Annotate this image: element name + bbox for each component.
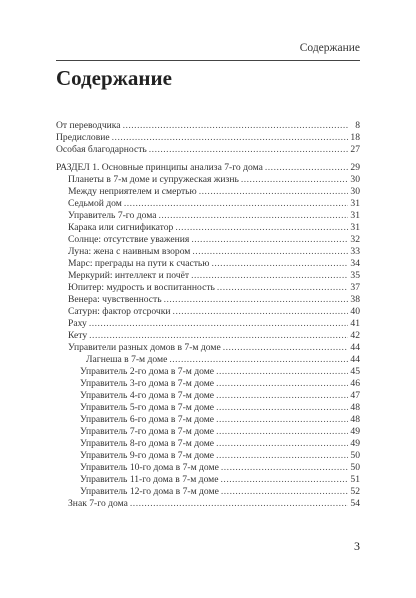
page-title: Содержание <box>56 66 172 90</box>
toc-entry-page: 34 <box>350 258 360 269</box>
toc-entry-title: Кету <box>68 330 88 341</box>
toc-entry-page: 49 <box>350 426 360 437</box>
toc-entry-title: Меркурий: интеллект и почёт <box>68 270 190 281</box>
dot-leader <box>169 354 348 366</box>
toc-entry-title: От переводчика <box>56 120 121 131</box>
dot-leader <box>89 318 348 330</box>
toc-entry-title: Управители разных домов в 7-м доме <box>68 342 221 353</box>
toc-entry-title: Управитель 7-го дома <box>68 210 157 221</box>
toc-entry-page: 18 <box>350 132 360 143</box>
toc-entry-page: 31 <box>350 198 360 209</box>
header-rule <box>56 60 360 61</box>
toc-entry-page: 31 <box>350 210 360 221</box>
dot-leader <box>175 222 348 234</box>
toc-entry-page: 44 <box>350 342 360 353</box>
toc-entry-page: 52 <box>350 486 360 497</box>
toc-entry-page: 30 <box>350 186 360 197</box>
toc-entry[interactable] <box>56 342 360 354</box>
toc-entry-title: Между неприятелем и смертью <box>68 186 197 197</box>
toc-entry[interactable] <box>56 222 360 234</box>
toc-entry-title: Управитель 4-го дома в 7-м доме <box>80 390 215 401</box>
toc-entry-page: 46 <box>350 378 360 389</box>
toc-entry-title: Управитель 5-го дома в 7-м доме <box>80 402 215 413</box>
toc-entry-title: Раху <box>68 318 87 329</box>
dot-leader <box>221 462 348 474</box>
toc-entry[interactable] <box>56 186 360 198</box>
toc-entry[interactable] <box>56 438 360 450</box>
toc-entry[interactable] <box>56 234 360 246</box>
toc-entry-title: Управитель 10-го дома в 7-м доме <box>80 462 219 473</box>
toc-entry[interactable] <box>56 246 360 258</box>
table-of-contents <box>56 120 360 510</box>
toc-entry-title: Планеты в 7-м доме и супружеская жизнь <box>68 174 239 185</box>
page-number: 3 <box>354 539 360 553</box>
dot-leader <box>216 390 348 402</box>
dot-leader <box>216 366 348 378</box>
dot-leader <box>149 144 348 156</box>
toc-entry-title: Карака или сигнификатор <box>68 222 174 233</box>
toc-entry[interactable] <box>56 486 360 498</box>
toc-entry-page: 29 <box>350 162 360 173</box>
toc-entry-title: Управитель 11-го дома в 7-м доме <box>80 474 219 485</box>
toc-entry[interactable] <box>56 366 360 378</box>
toc-entry-title: Седьмой дом <box>68 198 122 209</box>
toc-entry[interactable] <box>56 390 360 402</box>
toc-entry-title: Марс: преграды на пути к счастью <box>68 258 210 269</box>
dot-leader <box>158 210 348 222</box>
toc-entry-page: 45 <box>350 366 360 377</box>
running-head: Содержание <box>299 42 360 54</box>
toc-entry-title: Предисловие <box>56 132 110 143</box>
dot-leader <box>164 294 348 306</box>
toc-entry-page: 37 <box>350 282 360 293</box>
toc-entry-page: 49 <box>350 438 360 449</box>
toc-entry-title: Особая благодарность <box>56 144 147 155</box>
toc-entry[interactable] <box>56 162 360 174</box>
toc-entry-page: 32 <box>350 234 360 245</box>
toc-entry-title: Сатурн: фактор отсрочки <box>68 306 171 317</box>
dot-leader <box>191 234 348 246</box>
toc-entry-title: Управитель 6-го дома в 7-м доме <box>80 414 215 425</box>
toc-entry-page: 31 <box>350 222 360 233</box>
toc-entry-page: 41 <box>350 318 360 329</box>
dot-leader <box>216 378 348 390</box>
dot-leader <box>216 414 348 426</box>
toc-entry-title: РАЗДЕЛ 1. Основные принципы анализа 7-го дома <box>56 162 263 173</box>
dot-leader <box>221 486 348 498</box>
toc-entry[interactable] <box>56 378 360 390</box>
dot-leader <box>211 258 348 270</box>
toc-entry-page: 8 <box>355 120 360 131</box>
toc-entry-page: 48 <box>350 402 360 413</box>
dot-leader <box>173 306 348 318</box>
toc-entry[interactable] <box>56 450 360 462</box>
dot-leader <box>217 282 348 294</box>
toc-entry[interactable] <box>56 414 360 426</box>
toc-entry-page: 38 <box>350 294 360 305</box>
dot-leader <box>123 120 348 132</box>
dot-leader <box>216 450 348 462</box>
dot-leader <box>191 270 348 282</box>
toc-entry-page: 47 <box>350 390 360 401</box>
toc-entry-page: 30 <box>350 174 360 185</box>
dot-leader <box>221 474 348 486</box>
dot-leader <box>130 498 348 510</box>
toc-entry[interactable] <box>56 210 360 222</box>
dot-leader <box>216 402 348 414</box>
toc-entry[interactable] <box>56 318 360 330</box>
toc-entry-page: 40 <box>350 306 360 317</box>
dot-leader <box>223 342 348 354</box>
toc-entry-title: Управитель 3-го дома в 7-м доме <box>80 378 215 389</box>
dot-leader <box>112 132 348 144</box>
toc-entry-title: Лагнеша в 7-м доме <box>86 354 168 365</box>
toc-entry-page: 33 <box>350 246 360 257</box>
dot-leader <box>89 330 348 342</box>
toc-entry[interactable] <box>56 132 360 144</box>
toc-entry-page: 42 <box>350 330 360 341</box>
toc-entry-title: Юпитер: мудрость и воспитанность <box>68 282 215 293</box>
dot-leader <box>216 426 348 438</box>
toc-entry[interactable] <box>56 270 360 282</box>
dot-leader <box>192 246 348 258</box>
toc-entry[interactable] <box>56 258 360 270</box>
dot-leader <box>265 162 348 174</box>
toc-entry-title: Знак 7-го дома <box>68 498 128 509</box>
toc-entry-page: 50 <box>350 462 360 473</box>
toc-entry[interactable] <box>56 144 360 156</box>
toc-entry-title: Управитель 9-го дома в 7-м доме <box>80 450 215 461</box>
dot-leader <box>216 438 348 450</box>
toc-entry[interactable] <box>56 498 360 510</box>
toc-entry-page: 54 <box>350 498 360 509</box>
toc-entry[interactable] <box>56 294 360 306</box>
toc-entry-page: 35 <box>350 270 360 281</box>
toc-entry[interactable] <box>56 426 360 438</box>
toc-entry[interactable] <box>56 282 360 294</box>
toc-entry-title: Венера: чувственность <box>68 294 162 305</box>
toc-entry[interactable] <box>56 120 360 132</box>
toc-entry-title: Солнце: отсутствие уважения <box>68 234 190 245</box>
toc-entry-page: 50 <box>350 450 360 461</box>
toc-entry[interactable] <box>56 198 360 210</box>
toc-entry[interactable] <box>56 330 360 342</box>
toc-entry[interactable] <box>56 354 360 366</box>
toc-entry[interactable] <box>56 462 360 474</box>
toc-entry[interactable] <box>56 306 360 318</box>
dot-leader <box>124 198 348 210</box>
toc-entry-page: 48 <box>350 414 360 425</box>
toc-entry-title: Управитель 2-го дома в 7-м доме <box>80 366 215 377</box>
toc-entry[interactable] <box>56 474 360 486</box>
toc-entry-page: 27 <box>350 144 360 155</box>
toc-entry-page: 51 <box>350 474 360 485</box>
toc-entry-title: Управитель 7-го дома в 7-м доме <box>80 426 215 437</box>
toc-entry[interactable] <box>56 174 360 186</box>
dot-leader <box>241 174 348 186</box>
toc-entry[interactable] <box>56 402 360 414</box>
toc-entry-title: Управитель 12-го дома в 7-м доме <box>80 486 219 497</box>
toc-entry-page: 44 <box>350 354 360 365</box>
dot-leader <box>199 186 348 198</box>
toc-entry-title: Управитель 8-го дома в 7-м доме <box>80 438 215 449</box>
toc-entry-title: Луна: жена с наивным взором <box>68 246 191 257</box>
